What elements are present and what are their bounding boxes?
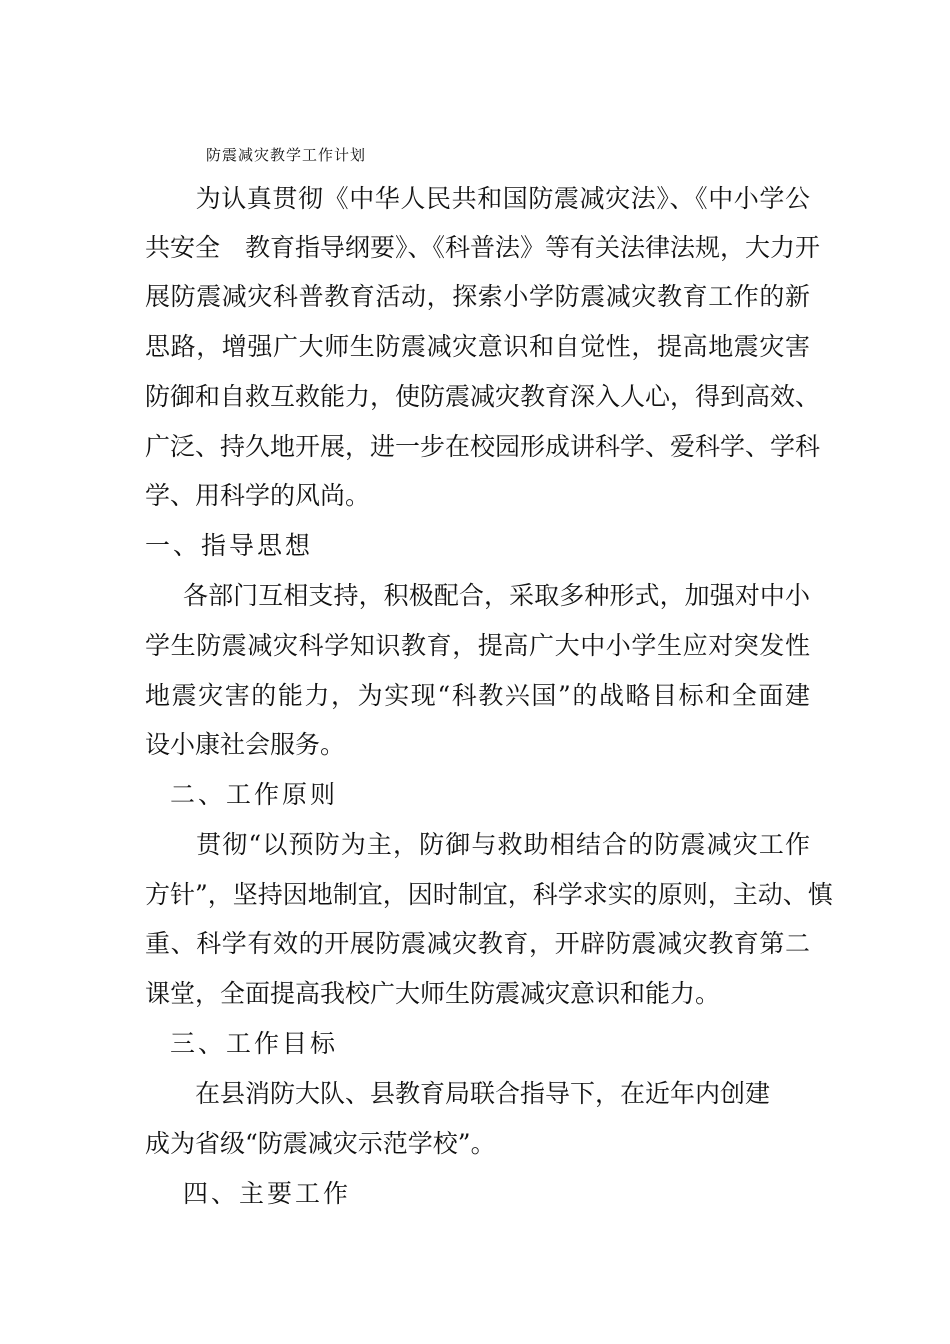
section-line: 地震灾害的能力，为实现“科教兴国”的战略目标和全面建 bbox=[145, 681, 810, 710]
intro-line: 思路，增强广大师生防震减灾意识和自觉性，提高地震灾害 bbox=[145, 332, 810, 361]
section-heading: 四、主要工作 bbox=[183, 1179, 352, 1208]
document-title: 防震减灾教学工作计划 bbox=[206, 146, 367, 164]
section-line: 方针”，坚持因地制宜，因时制宜，科学求实的原则，主动、慎 bbox=[145, 880, 833, 909]
section-heading: 二、工作原则 bbox=[170, 780, 339, 809]
section-line: 课堂，全面提高我校广大师生防震减灾意识和能力。 bbox=[145, 979, 721, 1008]
intro-line: 学、用科学的风尚。 bbox=[145, 481, 371, 510]
intro-line: 展防震减灾科普教育活动，探索小学防震减灾教育工作的新 bbox=[145, 282, 810, 311]
section-heading: 一、指导思想 bbox=[145, 531, 314, 560]
intro-line: 共安全 教育指导纲要》、《科普法》等有关法律法规，大力开 bbox=[145, 233, 821, 262]
section-line: 各部门互相支持，积极配合，采取多种形式，加强对中小 bbox=[183, 581, 810, 610]
intro-line: 广泛、持久地开展，进一步在校园形成讲科学、爱科学、学科 bbox=[145, 432, 821, 461]
section-line: 在县消防大队、县教育局联合指导下，在近年内创建 bbox=[170, 1079, 771, 1108]
section-line: 重、科学有效的开展防震减灾教育，开辟防震减灾教育第二 bbox=[145, 929, 810, 958]
section-line: 学生防震减灾科学知识教育，提高广大中小学生应对突发性 bbox=[145, 631, 810, 660]
section-line: 成为省级“防震减灾示范学校”。 bbox=[145, 1129, 496, 1158]
section-heading: 三、工作目标 bbox=[170, 1029, 339, 1058]
section-line: 贯彻“以预防为主，防御与救助相结合的防震减灾工作 bbox=[170, 830, 810, 859]
intro-line: 为认真贯彻《中华人民共和国防震减灾法》、《中小学公 bbox=[170, 184, 810, 213]
section-line: 设小康社会服务。 bbox=[145, 730, 346, 759]
intro-line: 防御和自救互救能力，使防震减灾教育深入人心，得到高效、 bbox=[145, 382, 821, 411]
